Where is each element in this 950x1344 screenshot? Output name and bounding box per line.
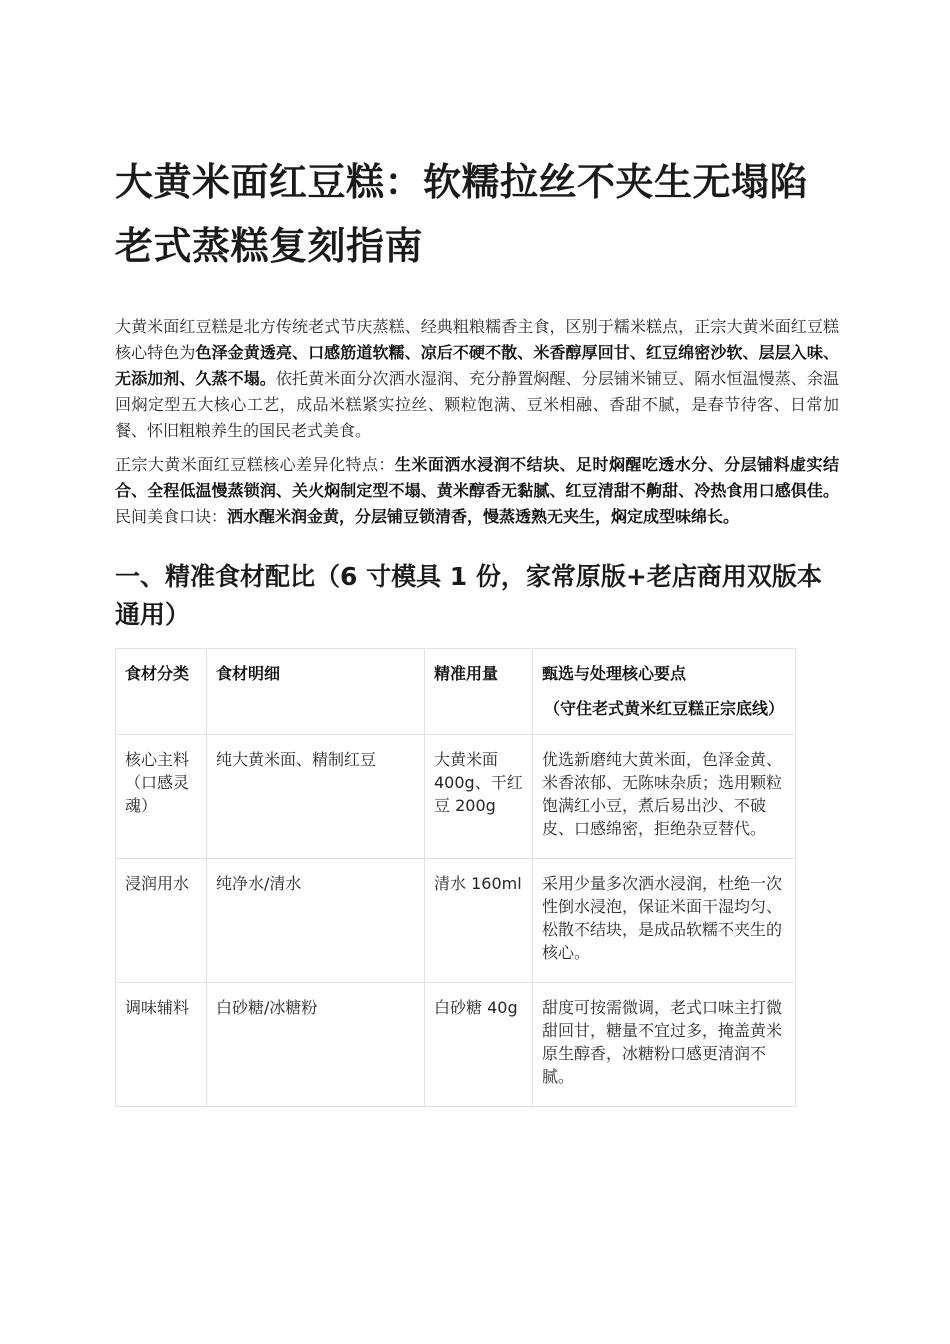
header-tips bbox=[533, 649, 796, 735]
cell-category: 浸润用水 bbox=[116, 859, 207, 983]
features-text-1: 正宗大黄米面红豆糕核心差异化特点： bbox=[115, 455, 395, 474]
cell-category: 核心主料（口感灵魂） bbox=[116, 735, 207, 859]
cell-tips: 采用少量多次洒水浸润，杜绝一次性倒水浸泡，保证米面干湿均匀、松散不结块，是成品软糯不夹生的核心。 bbox=[533, 859, 796, 983]
cell-tips: 优选新磨纯大黄米面，色泽金黄、米香浓郁、无陈味杂质；选用颗粒饱满红小豆，煮后易出沙、不破皮、口感绵密，拒绝杂豆替代。 bbox=[533, 735, 796, 859]
table-row bbox=[116, 983, 796, 1107]
section-1-heading: 一、精准食材配比（6 寸模具 1 份，家常原版+老店商用双版本通用） bbox=[115, 562, 822, 629]
cell-detail: 纯净水/清水 bbox=[207, 859, 425, 983]
cell-amount: 白砂糖 40g bbox=[425, 983, 533, 1107]
cell-amount: 清水 160ml bbox=[425, 859, 533, 983]
cell-amount: 大黄米面 400g、干红豆 200g bbox=[425, 735, 533, 859]
table-row bbox=[116, 735, 796, 859]
header-tips-subtitle: （守住老式黄米红豆糕正宗底线） bbox=[544, 699, 785, 718]
cell-tips: 甜度可按需微调，老式口味主打微甜回甘，糖量不宜过多，掩盖黄米原生醇香，冰糖粉口感更清润不腻。 bbox=[533, 983, 796, 1107]
cell-detail: 白砂糖/冰糖粉 bbox=[207, 983, 425, 1107]
intro-paragraph bbox=[115, 314, 839, 444]
intro-text-1: 大黄米面红豆糕是北方传统老式节庆蒸糕、经典粗粮糯香主食，区别于糯米糕点，正宗大黄米面红豆糕核心特色为 bbox=[115, 317, 839, 362]
features-text-2: 民间美食口诀： bbox=[115, 507, 228, 526]
features-bold-2: 洒水醒米润金黄，分层铺豆锁清香，慢蒸透熟无夹生，焖定成型味绵长。 bbox=[227, 507, 740, 526]
features-paragraph bbox=[115, 452, 839, 530]
header-tips-title: 甄选与处理核心要点 bbox=[542, 664, 687, 683]
document-page bbox=[115, 150, 839, 1107]
document-title: 大黄米面红豆糕：软糯拉丝不夹生无塌陷老式蒸糕复刻指南 bbox=[115, 160, 809, 268]
cell-detail: 纯大黄米面、精制红豆 bbox=[207, 735, 425, 859]
header-amount: 精准用量 bbox=[425, 649, 533, 735]
intro-bold-1: 色泽金黄透亮、口感筋道软糯、凉后不硬不散、米香醇厚回甘、红豆绵密沙软、层层入味、无添加剂、久蒸不塌。 bbox=[115, 343, 839, 388]
header-category: 食材分类 bbox=[116, 649, 207, 735]
table-row bbox=[116, 859, 796, 983]
table-header-row bbox=[116, 649, 796, 735]
intro-text-2: 依托黄米面分次洒水湿润、充分静置焖醒、分层铺米铺豆、隔水恒温慢蒸、余温回焖定型五大核心工艺，成品米糕紧实拉丝、颗粒饱满、豆米相融、香甜不腻，是春节待客、日常加餐、怀旧粗粮养生的国民老式美食。 bbox=[115, 369, 839, 440]
cell-category: 调味辅料 bbox=[116, 983, 207, 1107]
features-bold-1: 生米面洒水浸润不结块、足时焖醒吃透水分、分层铺料虚实结合、全程低温慢蒸锁润、关火焖制定型不塌、黄米醇香无黏腻、红豆清甜不齁甜、冷热食用口感俱佳。 bbox=[115, 455, 839, 500]
ingredients-table bbox=[115, 648, 796, 1107]
header-detail: 食材明细 bbox=[207, 649, 425, 735]
